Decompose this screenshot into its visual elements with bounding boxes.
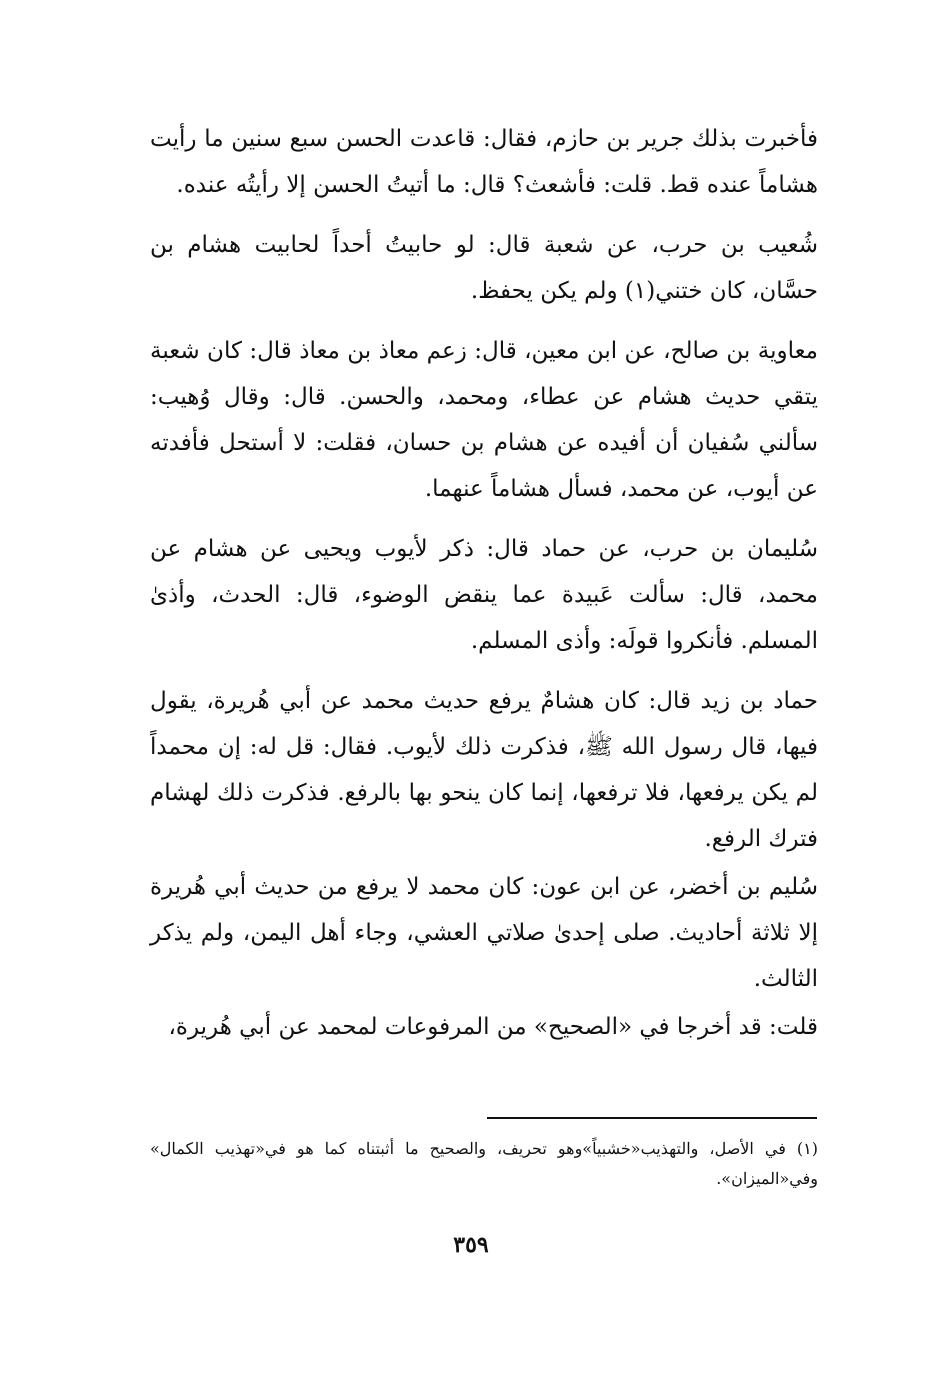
- paragraph-1: فأخبرت بذلك جرير بن حازم، فقال: قاعدت الحسن سبع سنين ما رأيت هشاماً عنده قط. قلت: فأشعث؟ قال: ما أتيتُ الحسن إلا رأيتُه عنده.: [150, 126, 818, 198]
- footnote: (١) في الأصل، والتهذيب«خشبياً»وهو تحريف، والصحيح ما أثبتناه كما هو في«تهذيب الكمال» وفي«الميزان».: [150, 1139, 818, 1188]
- paragraph-5: حماد بن زيد قال: كان هشامٌ يرفع حديث محمد عن أبي هُريرة، يقول فيها، قال رسول الله ﷺ، فذكرت ذلك لأيوب. فقال: قل له: إن محمداً لم يكن يرفعها، فلا ترفعها، إنما كان ينحو بها بالرفع. فذكرت ذلك لهشام فترك الرفع.: [150, 688, 818, 852]
- page-number: ٣٥٩: [453, 1232, 489, 1258]
- paragraph-4: سُليمان بن حرب، عن حماد قال: ذكر لأيوب ويحيى عن هشام عن محمد، قال: سألت عَبيدة عما ينقض الوضوء، قال: الحدث، وأذىٰ المسلم. فأنكروا قولَه: وأذى المسلم.: [150, 536, 818, 654]
- footnote-divider: [487, 1117, 817, 1119]
- paragraph-7: قلت: قد أخرجا في «الصحيح» من المرفوعات لمحمد عن أبي هُريرة،: [168, 1014, 818, 1040]
- paragraph-6: سُليم بن أخضر، عن ابن عون: كان محمد لا يرفع من حديث أبي هُريرة إلا ثلاثة أحاديث. صلى إحدىٰ صلاتي العشي، وجاء أهل اليمن، ولم يذكر الثالث.: [150, 874, 818, 992]
- paragraph-3: معاوية بن صالح، عن ابن معين، قال: زعم معاذ بن معاذ قال: كان شعبة يتقي حديث هشام عن عطاء، ومحمد، والحسن. قال: وقال وُهيب: سألني سُفيان أن أفيده عن هشام بن حسان، فقلت: لا أستحل فأفدته عن أيوب، عن محمد، فسأل هشاماً عنهما.: [150, 338, 818, 502]
- main-text: [150, 116, 818, 1052]
- paragraph-2: شُعيب بن حرب، عن شعبة قال: لو حابيتُ أحداً لحابيت هشام بن حسَّان، كان ختني(١) ولم يكن يحفظ.: [150, 232, 818, 304]
